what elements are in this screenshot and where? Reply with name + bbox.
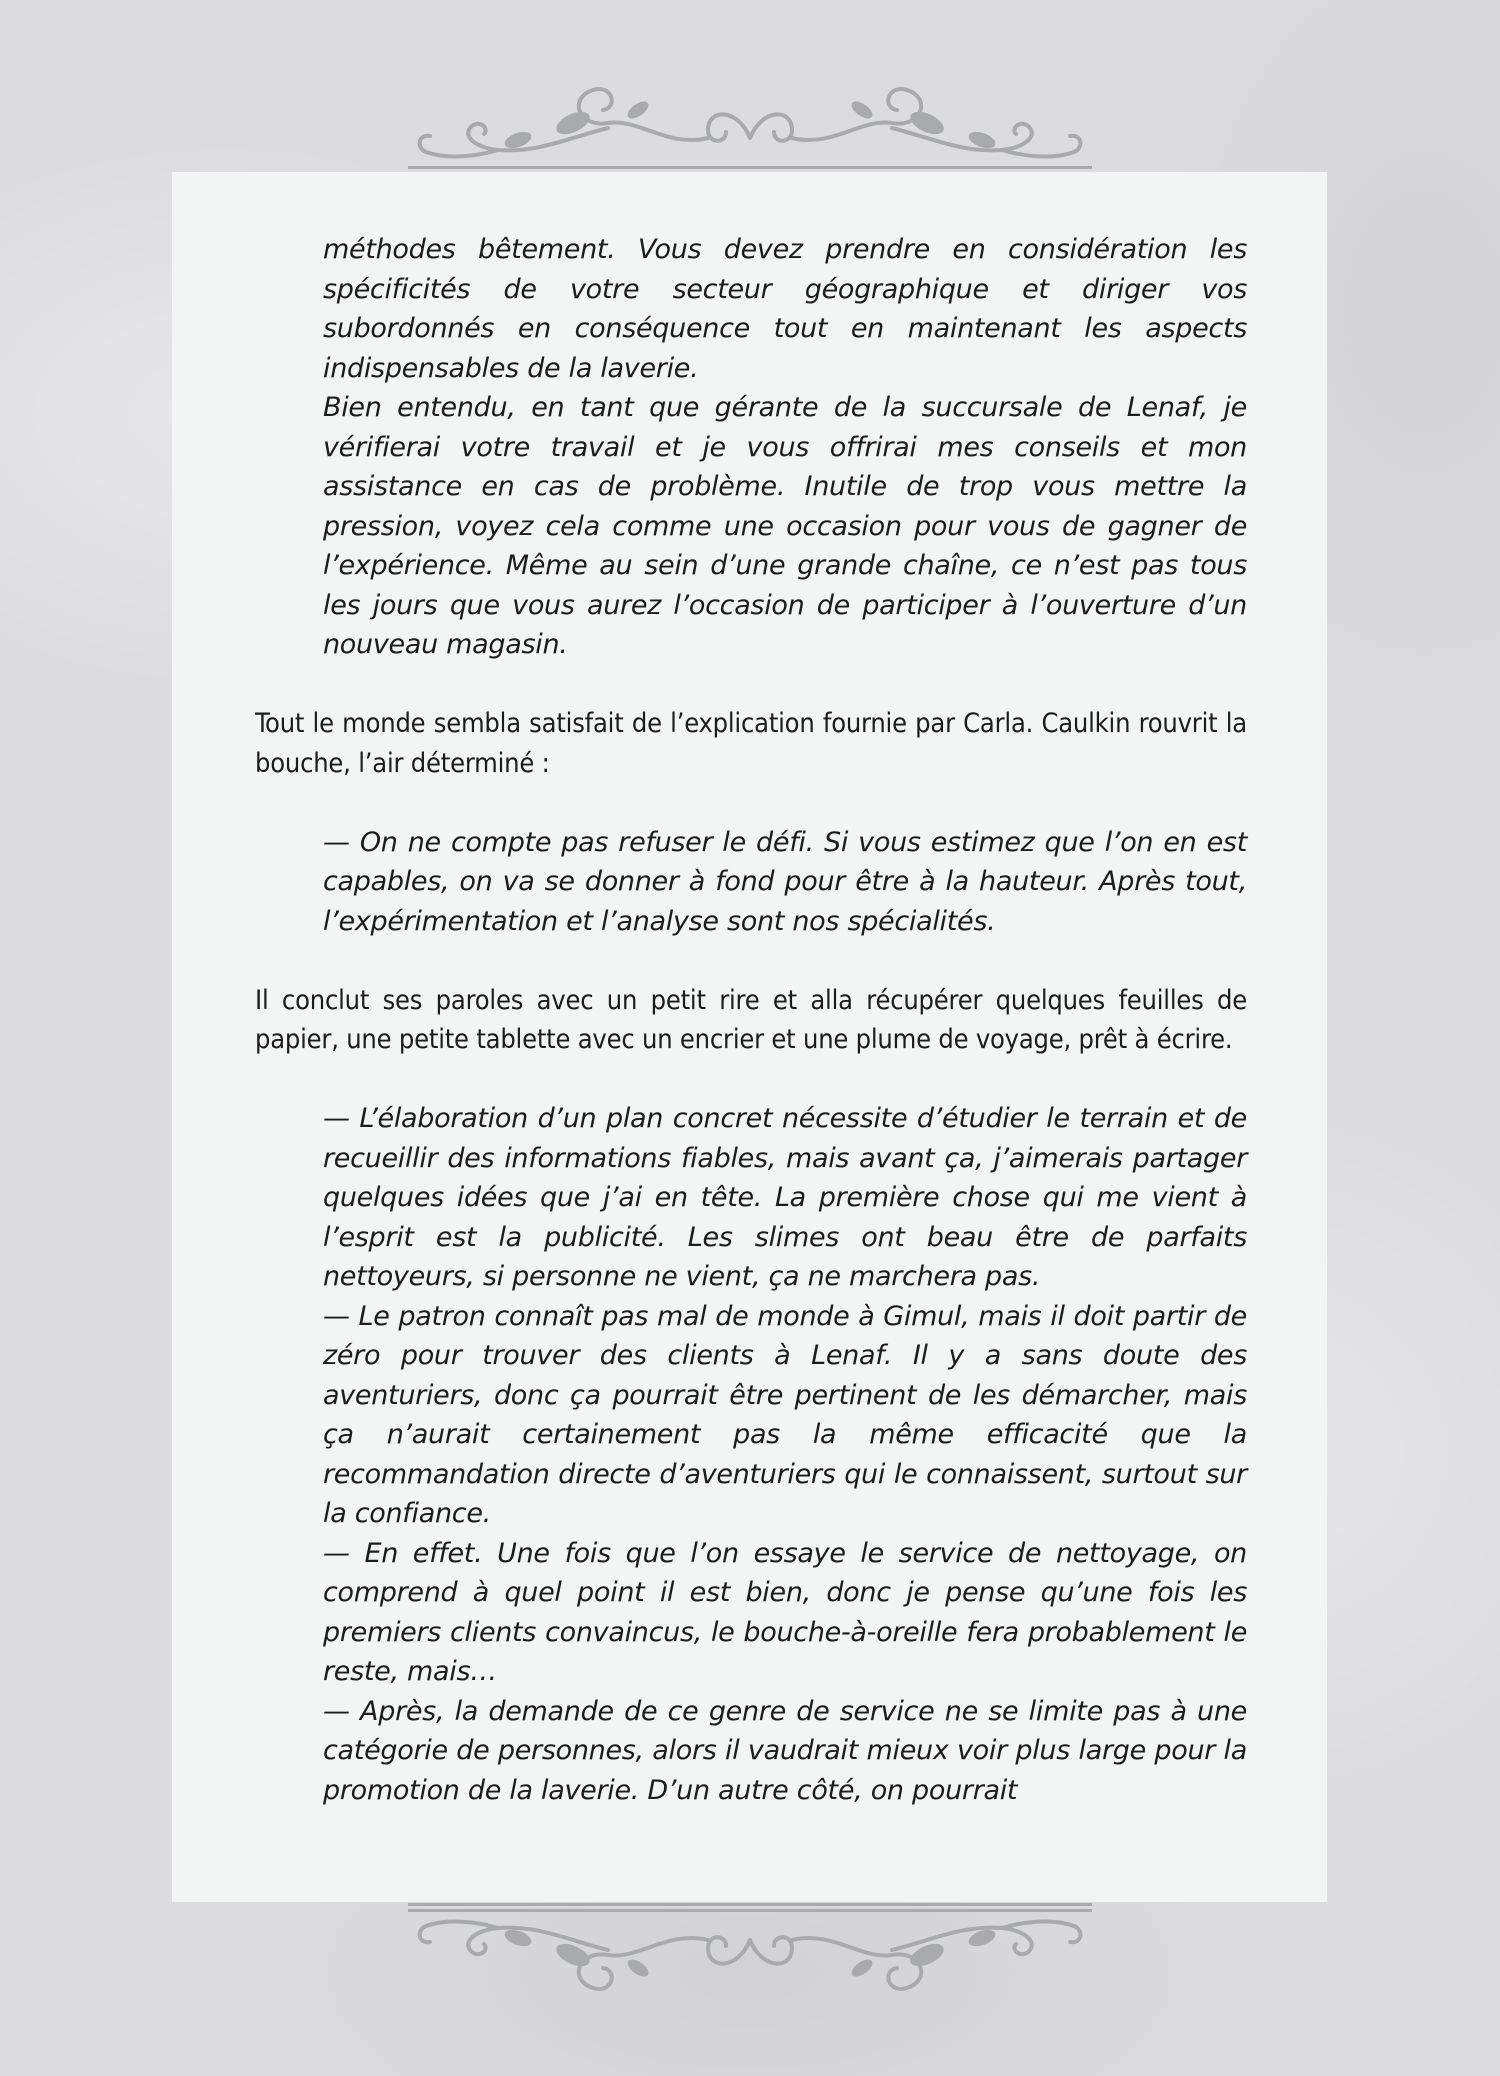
paragraph-6: — L’élaboration d’un plan concret nécessite d’étudier le terrain et de recueillir des informations fiables, mais avant ça, j’aimerais partager quelques idées que j’ai en tête. La première chose qui me vient à l’esprit est la publicité. Les slimes ont beau être de parfaits nettoyeurs, si personne ne vient, ça ne marchera pas. (323, 1103, 1247, 1292)
paragraph-9: — Après, la demande de ce genre de service ne se limite pas à une catégorie de personnes, alors il vaudrait mieux voir plus large pour la promotion de la laverie. D’un autre côté, on pourrait (323, 1695, 1247, 1806)
paragraph-7: — Le patron connaît pas mal de monde à Gimul, mais il doit partir de zéro pour trouver des clients à Lenaf. Il y a sans doute des aventuriers, donc ça pourrait être pertinent de les démarcher, mais ça n’aurait certainement pas la même efficacité que la recommandation directe d’aventuriers qui le connaissent, surtout sur la confiance. (323, 1300, 1247, 1529)
page-text (255, 230, 1247, 1810)
paragraph-4: — On ne compte pas refuser le défi. Si vous estimez que l’on en est capables, on va se donner à fond pour être à la hauteur. Après tout, l’expérimentation et l’analyse sont nos spécialités. (323, 826, 1247, 937)
flourish-ornament-icon (408, 1900, 1092, 2010)
paragraph-2: Bien entendu, en tant que gérante de la succursale de Lenaf, je vérifierai votre travail et je vous offrirai mes conseils et mon assistance en cas de problème. Inutile de trop vous mettre la pression, voyez cela comme une occasion pour vous de gagner de l’expérience. Même au sein d’une grande chaîne, ce n’est pas tous les jours que vous aurez l’occasion de participer à l’ouverture d’un nouveau magasin. (323, 392, 1247, 660)
bottom-flourish-ornament (408, 1900, 1092, 2010)
paragraph-3: Tout le monde sembla satisfait de l’explication fournie par Carla. Caulkin rouvrit la bouche, l’air déterminé : (255, 708, 1247, 779)
top-flourish-ornament (408, 68, 1092, 178)
paragraph-5: Il conclut ses paroles avec un petit rire et alla récupérer quelques feuilles de papier, une petite tablette avec un encrier et une plume de voyage, prêt à écrire. (255, 984, 1247, 1055)
paragraph-8: — En effet. Une fois que l’on essaye le service de nettoyage, on comprend à quel point il est bien, donc je pense qu’une fois les premiers clients convaincus, le bouche-à-oreille fera probablement le reste, mais… (323, 1537, 1247, 1687)
paragraph-1: méthodes bêtement. Vous devez prendre en considération les spécificités de votre secteur géographique et diriger vos subordonnés en conséquence tout en maintenant les aspects indispensables de la laverie. (323, 234, 1247, 384)
flourish-ornament-icon (408, 68, 1092, 178)
